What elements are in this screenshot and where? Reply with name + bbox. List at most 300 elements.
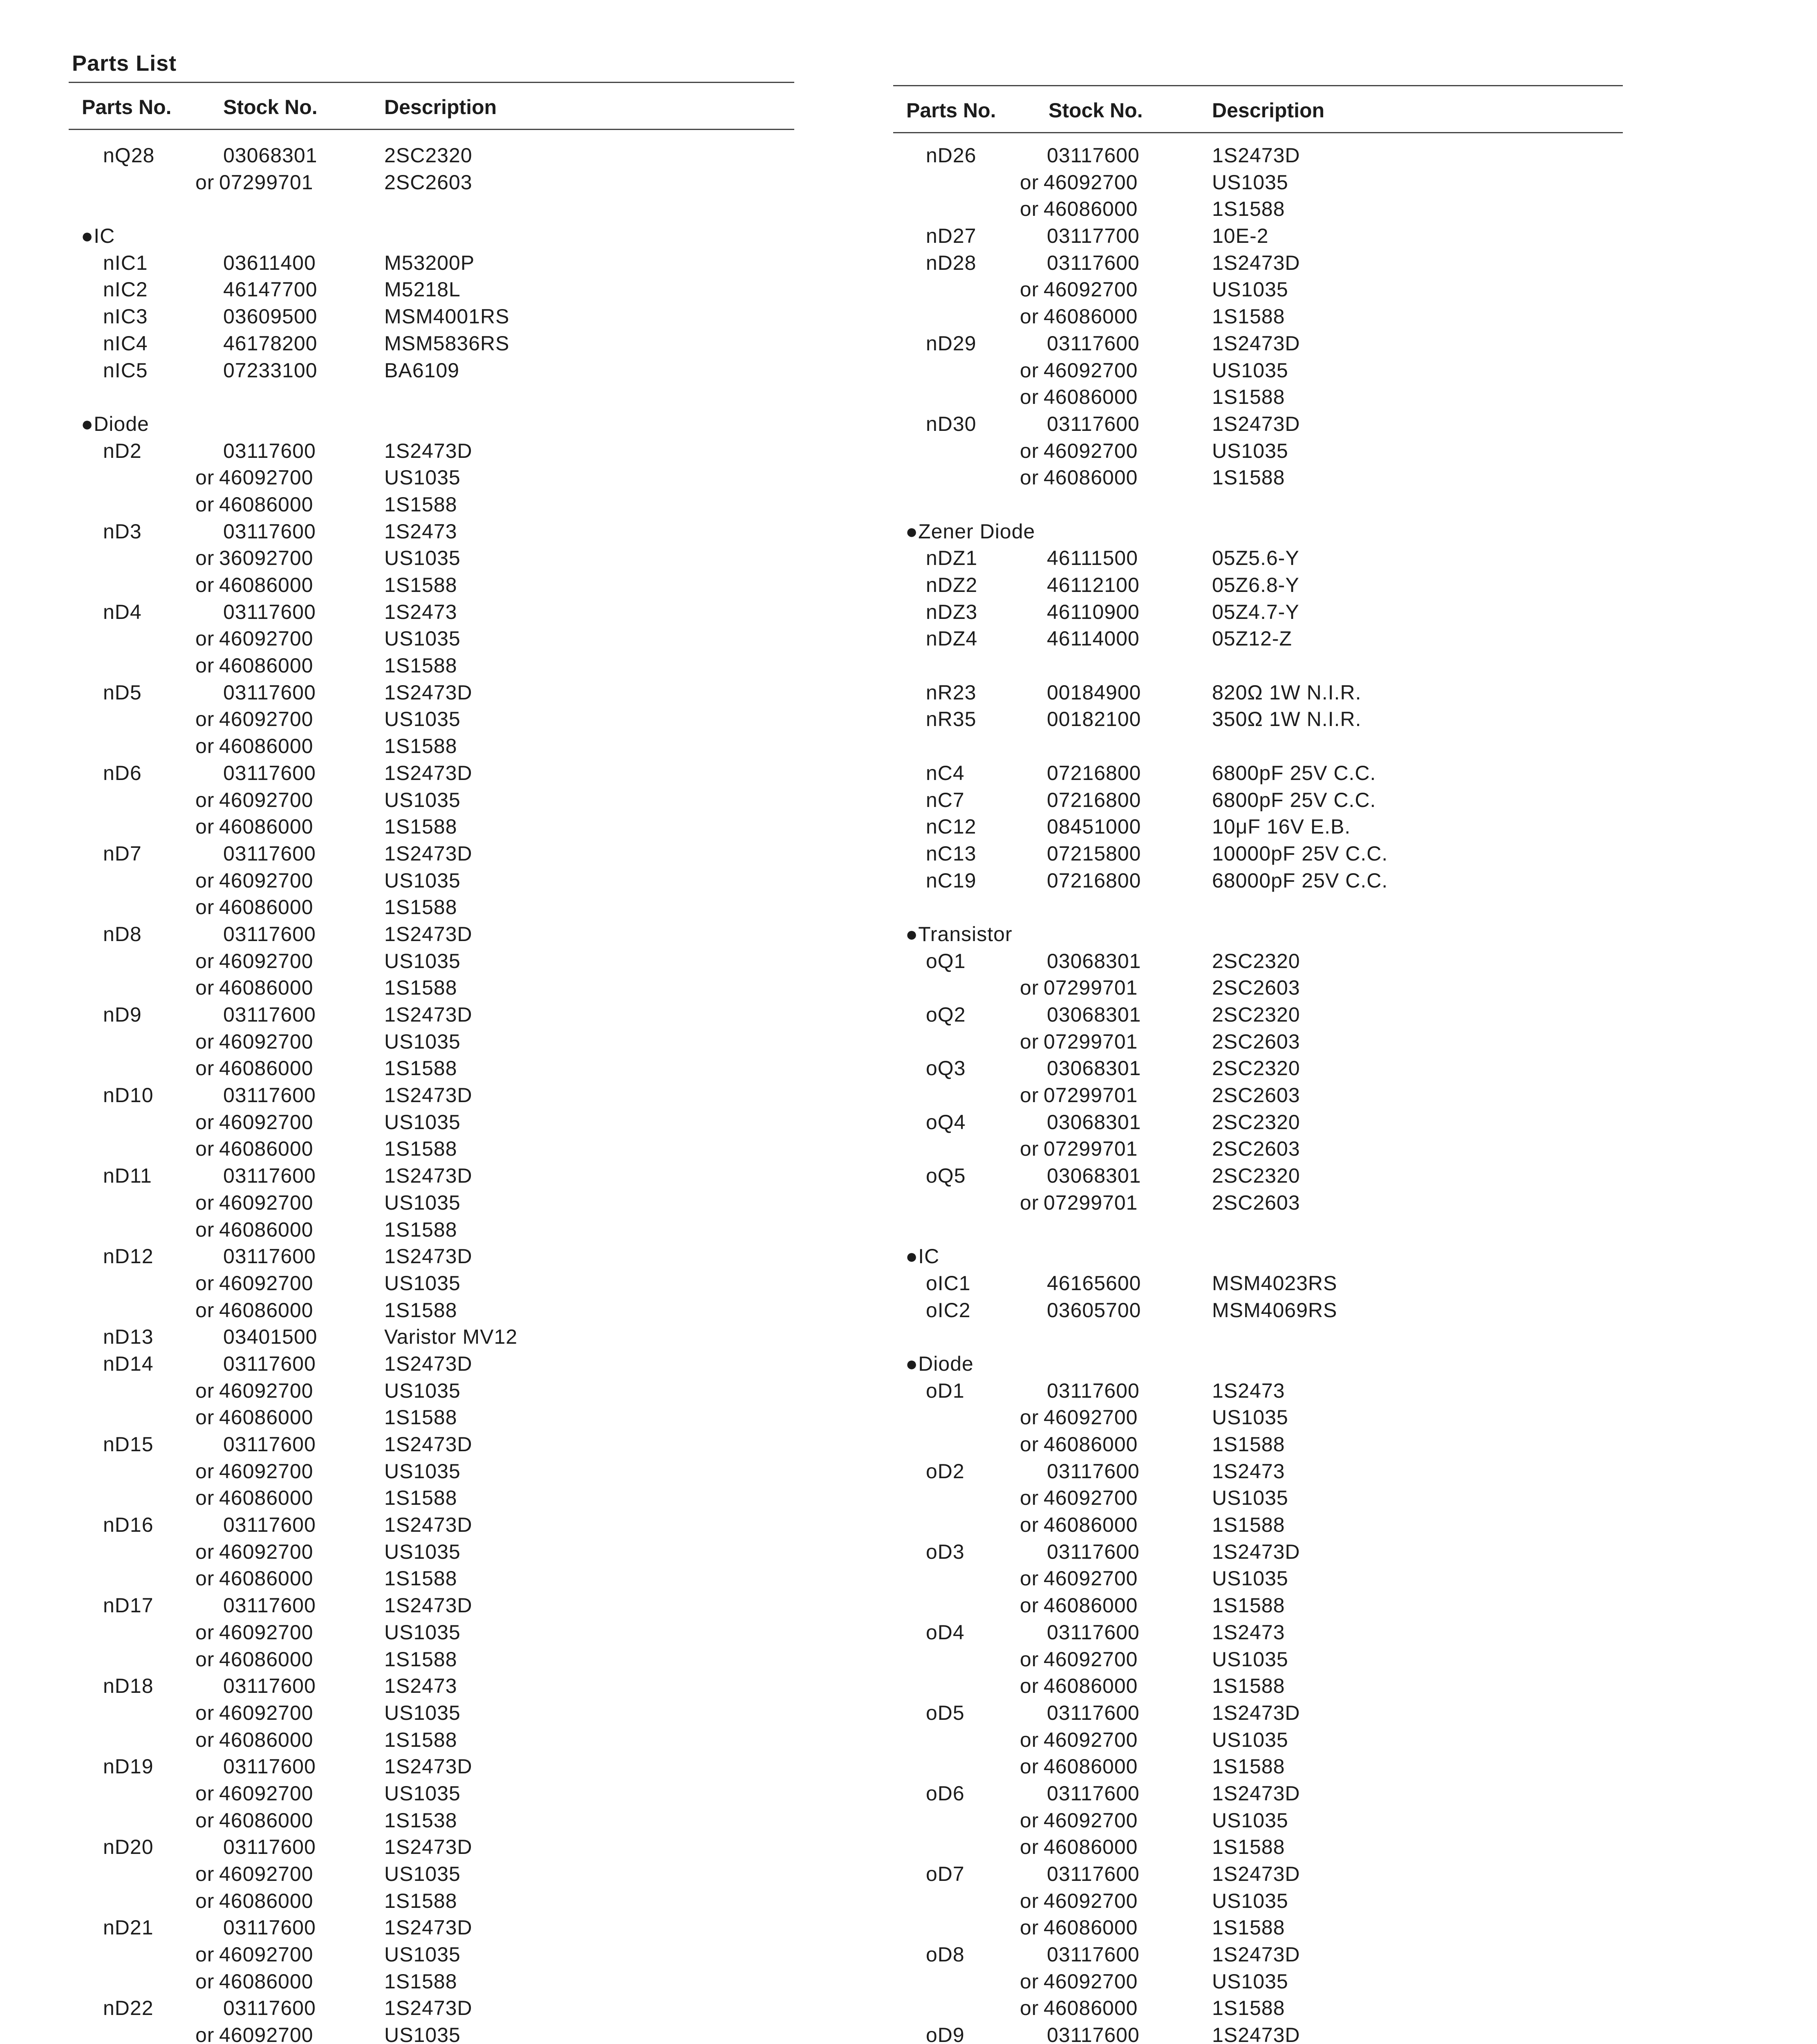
part-description: 1S1588 (384, 735, 457, 758)
part-description: 1S2473 (384, 600, 457, 623)
table-row (893, 1378, 1623, 1405)
stock-number: 03117600 (223, 1755, 316, 1778)
table-row (69, 2022, 794, 2044)
part-number: nC19 (926, 869, 977, 892)
stock-number: 03117600 (223, 1594, 316, 1617)
part-number: oD5 (926, 1701, 965, 1724)
part-number: nD14 (103, 1352, 154, 1375)
table-row (69, 599, 794, 626)
stock-number: 03117600 (1047, 412, 1140, 435)
table-row (893, 438, 1623, 465)
stock-number: 46086000 (219, 1137, 314, 1161)
table-row (893, 706, 1623, 733)
table-row (893, 1029, 1623, 1056)
part-description: US1035 (1212, 439, 1288, 462)
part-description: 2SC2320 (1212, 1057, 1300, 1080)
table-row (69, 1834, 794, 1861)
stock-number: 46086000 (219, 1218, 314, 1241)
table-row (893, 1914, 1623, 1941)
table-row (893, 1941, 1623, 1968)
table-row (893, 1512, 1623, 1539)
stock-number: 46110900 (1047, 600, 1140, 623)
alternative-prefix: or (195, 1701, 215, 1724)
alternative-prefix: or (1020, 1889, 1039, 1912)
table-row (69, 1646, 794, 1673)
alternative-prefix: or (1020, 1809, 1039, 1832)
part-number: nD13 (103, 1325, 154, 1349)
spacer-row (893, 491, 1623, 518)
stock-number: 03611400 (223, 251, 316, 274)
table-row (69, 921, 794, 948)
part-description: 1S1588 (1212, 1755, 1285, 1778)
section-heading (893, 518, 1623, 545)
table-row (69, 1673, 794, 1700)
table-row (893, 1082, 1623, 1109)
table-row (69, 1888, 794, 1915)
table-row (69, 867, 794, 894)
stock-number: 03068301 (1047, 1110, 1141, 1134)
part-description: 2SC2603 (1212, 1030, 1300, 1053)
table-row (893, 384, 1623, 411)
stock-number: 03117600 (1047, 144, 1140, 167)
part-description: 1S1588 (384, 654, 457, 677)
part-number: nD15 (103, 1433, 154, 1456)
section-label: ●Diode (81, 412, 149, 435)
part-description: US1035 (1212, 1970, 1288, 1993)
table-row (893, 1619, 1623, 1646)
parts-table-right (893, 85, 1623, 2044)
stock-number: 46092700 (1044, 170, 1138, 194)
page-title: Parts List (72, 51, 177, 76)
stock-number: 46086000 (219, 1970, 314, 1993)
table-row (893, 679, 1623, 706)
stock-number: 46092700 (1044, 439, 1138, 462)
table-row (69, 787, 794, 814)
table-row (893, 1780, 1623, 1807)
table-row (69, 1512, 794, 1539)
table-row (69, 1378, 794, 1405)
part-number: nIC1 (103, 251, 148, 274)
part-description: 1S1538 (384, 1809, 457, 1832)
table-row (69, 894, 794, 921)
stock-number: 46092700 (219, 1191, 314, 1214)
part-description: US1035 (384, 1110, 461, 1134)
part-number: nD20 (103, 1836, 154, 1859)
part-number: nDZ4 (926, 627, 978, 650)
table-row (69, 1941, 794, 1968)
alternative-prefix: or (1020, 1084, 1039, 1107)
part-number: oQ3 (926, 1057, 966, 1080)
part-description: 1S2473D (384, 1594, 473, 1617)
header-stock-no: Stock No. (223, 96, 318, 119)
alternative-prefix: or (195, 1191, 215, 1214)
table-row (893, 625, 1623, 652)
section-label: ●Transistor (905, 922, 1013, 946)
stock-number: 07299701 (1044, 1084, 1138, 1107)
part-number: nR23 (926, 681, 977, 704)
header-description: Description (1212, 99, 1325, 122)
part-description: 1S2473D (1212, 2024, 1300, 2044)
stock-number: 03117600 (1047, 1701, 1140, 1724)
stock-number: 46092700 (219, 466, 314, 489)
stock-number: 46086000 (219, 976, 314, 1000)
part-number: nD3 (103, 520, 142, 543)
table-row (893, 572, 1623, 599)
alternative-prefix: or (195, 1728, 215, 1751)
stock-number: 03117600 (223, 1916, 316, 1939)
stock-number: 46086000 (1044, 1513, 1138, 1537)
table-row (69, 1753, 794, 1780)
alternative-prefix: or (1020, 197, 1039, 221)
alternative-prefix: or (1020, 1191, 1039, 1214)
part-description: 1S1588 (384, 1137, 457, 1161)
alternative-prefix: or (195, 1298, 215, 1322)
header-parts-no: Parts No. (82, 96, 172, 119)
table-row (69, 464, 794, 491)
section-label: ●Zener Diode (905, 520, 1035, 543)
stock-number: 46086000 (1044, 1836, 1138, 1859)
part-description: 1S1588 (384, 1218, 457, 1241)
part-description: 1S1588 (384, 1567, 457, 1590)
part-description: M5218L (384, 278, 461, 301)
table-header (69, 83, 794, 129)
table-row (893, 948, 1623, 975)
part-number: nD21 (103, 1916, 154, 1939)
table-row (69, 276, 794, 303)
stock-number: 46086000 (219, 735, 314, 758)
part-description: 1S1588 (1212, 1836, 1285, 1859)
part-description: US1035 (1212, 359, 1288, 382)
table-row (893, 975, 1623, 1002)
table-row (69, 1914, 794, 1941)
table-row (69, 1968, 794, 1995)
part-number: nD22 (103, 1997, 154, 2020)
alternative-prefix: or (195, 1970, 215, 1993)
stock-number: 03117600 (223, 681, 316, 704)
stock-number: 03117600 (1047, 1459, 1140, 1483)
part-number: nC12 (926, 815, 977, 838)
part-description: 05Z12-Z (1212, 627, 1292, 650)
part-number: oD3 (926, 1540, 965, 1563)
part-description: 1S1588 (384, 574, 457, 596)
table-row (69, 250, 794, 277)
alternative-prefix: or (195, 1862, 215, 1885)
part-description: 1S1588 (1212, 197, 1285, 221)
part-description: US1035 (384, 2024, 461, 2044)
spacer-row (893, 1324, 1623, 1351)
stock-number: 46178200 (223, 332, 318, 355)
part-number: oD8 (926, 1943, 965, 1966)
stock-number: 46092700 (219, 1459, 314, 1483)
alternative-prefix: or (1020, 1406, 1039, 1429)
table-row (893, 303, 1623, 330)
part-description: US1035 (384, 708, 461, 731)
alternative-prefix: or (195, 1137, 215, 1161)
table-row (69, 840, 794, 867)
alternative-prefix: or (1020, 1433, 1039, 1456)
part-description: 2SC2320 (1212, 949, 1300, 973)
table-row (69, 1592, 794, 1619)
stock-number: 03117600 (223, 761, 316, 784)
table-row (69, 545, 794, 572)
table-row (893, 1727, 1623, 1754)
table-row (69, 1458, 794, 1485)
spacer-row (893, 1217, 1623, 1244)
alternative-prefix: or (195, 1782, 215, 1805)
alternative-prefix: or (1020, 170, 1039, 194)
stock-number: 46086000 (219, 815, 314, 838)
stock-number: 46086000 (219, 1567, 314, 1590)
alternative-prefix: or (195, 896, 215, 919)
stock-number: 46086000 (219, 1406, 314, 1429)
part-description: 1S1588 (1212, 1513, 1285, 1537)
stock-number: 46092700 (1044, 1889, 1138, 1912)
table-row (69, 1404, 794, 1431)
stock-number: 03117600 (1047, 2024, 1140, 2044)
part-description: 1S2473D (1212, 1782, 1300, 1805)
part-description: M53200P (384, 251, 475, 274)
alternative-prefix: or (195, 1809, 215, 1832)
part-description: US1035 (384, 547, 461, 570)
part-number: oD6 (926, 1782, 965, 1805)
table-row (893, 867, 1623, 894)
alternative-prefix: or (1020, 305, 1039, 328)
alternative-prefix: or (1020, 1486, 1039, 1510)
part-number: nQ28 (103, 144, 155, 167)
section-label: ●IC (81, 224, 115, 248)
stock-number: 03117600 (223, 520, 316, 543)
alternative-prefix: or (1020, 1513, 1039, 1537)
part-description: 1S1588 (1212, 385, 1285, 409)
stock-number: 36092700 (219, 547, 314, 570)
table-row (893, 1753, 1623, 1780)
table-row (893, 464, 1623, 491)
part-description: 6800pF 25V C.C. (1212, 788, 1376, 811)
table-row (893, 1807, 1623, 1834)
table-row (893, 1673, 1623, 1700)
alternative-prefix: or (1020, 1674, 1039, 1698)
part-description: 1S2473D (384, 1245, 473, 1268)
alternative-prefix: or (195, 1540, 215, 1563)
table-row (69, 1351, 794, 1378)
part-description: 1S1588 (384, 1486, 457, 1510)
header-description: Description (384, 96, 497, 119)
alternative-prefix: or (1020, 466, 1039, 489)
table-row (893, 1861, 1623, 1888)
alternative-prefix: or (1020, 1647, 1039, 1671)
alternative-prefix: or (195, 1567, 215, 1590)
section-heading (893, 1351, 1623, 1378)
part-description: 1S2473D (1212, 332, 1300, 355)
stock-number: 46092700 (219, 1701, 314, 1724)
part-description: US1035 (1212, 1567, 1288, 1590)
stock-number: 46092700 (219, 869, 314, 892)
part-number: nD5 (103, 681, 142, 704)
part-description: US1035 (384, 1191, 461, 1214)
part-number: oD9 (926, 2024, 965, 2044)
part-description: 1S1588 (384, 1406, 457, 1429)
stock-number: 07233100 (223, 359, 318, 382)
part-description: 1S2473 (1212, 1379, 1285, 1402)
part-number: oIC1 (926, 1271, 971, 1295)
stock-number: 03117600 (223, 1164, 316, 1188)
part-description: US1035 (384, 1701, 461, 1724)
table-row (69, 438, 794, 465)
part-description: 1S2473D (1212, 1540, 1300, 1563)
alternative-prefix: or (1020, 278, 1039, 301)
part-number: nD4 (103, 600, 142, 623)
part-description: 1S1588 (384, 1889, 457, 1912)
table-row (893, 760, 1623, 787)
stock-number: 03068301 (223, 144, 318, 167)
part-number: nD9 (103, 1003, 142, 1026)
stock-number: 03117600 (1047, 1379, 1140, 1402)
part-number: nD11 (103, 1164, 152, 1188)
part-description: US1035 (384, 1459, 461, 1483)
stock-number: 03117600 (223, 439, 316, 462)
stock-number: 46092700 (1044, 1567, 1138, 1590)
alternative-prefix: or (195, 654, 215, 677)
stock-number: 03068301 (1047, 1003, 1141, 1026)
part-description: US1035 (384, 1620, 461, 1644)
table-row (69, 975, 794, 1002)
stock-number: 03117600 (223, 1003, 316, 1026)
spacer-row (69, 196, 794, 223)
part-number: nIC3 (103, 305, 148, 328)
part-description: 2SC2603 (1212, 1084, 1300, 1107)
table-row (69, 1324, 794, 1351)
table-row (893, 1431, 1623, 1458)
stock-number: 46092700 (219, 2024, 314, 2044)
table-row (69, 706, 794, 733)
stock-number: 03117700 (1047, 224, 1140, 248)
alternative-prefix: or (1020, 976, 1039, 1000)
part-description: 2SC2320 (1212, 1164, 1300, 1188)
part-number: nC4 (926, 761, 965, 784)
table-row (69, 1297, 794, 1324)
stock-number: 00182100 (1047, 708, 1141, 731)
stock-number: 46165600 (1047, 1271, 1141, 1295)
stock-number: 46114000 (1047, 627, 1140, 650)
part-description: 1S2473D (384, 1755, 473, 1778)
alternative-prefix: or (195, 1030, 215, 1053)
part-description: 1S2473D (384, 681, 473, 704)
part-description: 1S2473D (1212, 1862, 1300, 1885)
part-description: MSM5836RS (384, 332, 510, 355)
table-row (893, 1700, 1623, 1727)
alternative-prefix: or (1020, 1594, 1039, 1617)
table-row (69, 814, 794, 840)
table-row (69, 948, 794, 975)
stock-number: 46092700 (1044, 1406, 1138, 1429)
section-label: ●IC (905, 1245, 940, 1268)
part-description: US1035 (384, 1862, 461, 1885)
stock-number: 46092700 (219, 1782, 314, 1805)
part-description: 1S2473D (384, 1836, 473, 1859)
table-row (69, 679, 794, 706)
part-number: oQ4 (926, 1110, 966, 1134)
stock-number: 46086000 (219, 574, 314, 596)
part-description: 1S1588 (1212, 305, 1285, 328)
part-number: nDZ1 (926, 547, 978, 570)
table-row (69, 1243, 794, 1270)
table-row (893, 814, 1623, 840)
part-description: 820Ω 1W N.I.R. (1212, 681, 1362, 704)
part-number: nD30 (926, 412, 977, 435)
section-heading (893, 1243, 1623, 1270)
table-row (69, 1565, 794, 1592)
table-row (893, 411, 1623, 438)
stock-number: 46147700 (223, 278, 318, 301)
stock-number: 03068301 (1047, 949, 1141, 973)
stock-number: 46086000 (1044, 385, 1138, 409)
part-description: 350Ω 1W N.I.R. (1212, 708, 1362, 731)
table-row (69, 1431, 794, 1458)
table-row (893, 330, 1623, 357)
stock-number: 07299701 (1044, 1191, 1138, 1214)
part-description: 1S2473 (384, 520, 457, 543)
part-description: 1S2473D (384, 1003, 473, 1026)
stock-number: 46086000 (1044, 1674, 1138, 1698)
stock-number: 46092700 (1044, 1647, 1138, 1671)
stock-number: 07216800 (1047, 761, 1141, 784)
part-description: 1S1588 (384, 1728, 457, 1751)
table-row (69, 330, 794, 357)
part-number: nC13 (926, 842, 977, 865)
stock-number: 03117600 (1047, 1620, 1140, 1644)
part-description: US1035 (384, 788, 461, 811)
alternative-prefix: or (195, 976, 215, 1000)
stock-number: 03117600 (223, 1674, 316, 1698)
table-row (893, 1055, 1623, 1082)
table-row (893, 1834, 1623, 1861)
stock-number: 46092700 (219, 708, 314, 731)
stock-number: 46086000 (1044, 305, 1138, 328)
part-description: Varistor MV12 (384, 1325, 518, 1349)
table-row (69, 1780, 794, 1807)
part-description: 2SC2320 (1212, 1110, 1300, 1134)
stock-number: 46092700 (219, 949, 314, 973)
stock-number: 03117600 (223, 1836, 316, 1859)
alternative-prefix: or (1020, 439, 1039, 462)
table-row (69, 1136, 794, 1163)
part-number: nD18 (103, 1674, 154, 1698)
table-row (69, 1109, 794, 1136)
part-description: US1035 (1212, 170, 1288, 194)
alternative-prefix: or (195, 1647, 215, 1671)
alternative-prefix: or (195, 1379, 215, 1402)
table-row (893, 223, 1623, 250)
part-description: 2SC2603 (384, 170, 473, 194)
part-description: US1035 (384, 869, 461, 892)
stock-number: 46092700 (1044, 1486, 1138, 1510)
part-description: 1S2473D (384, 1916, 473, 1939)
stock-number: 03117600 (223, 1997, 316, 2020)
table-row (69, 303, 794, 330)
part-number: nD26 (926, 144, 977, 167)
table-row (893, 1539, 1623, 1566)
part-description: 1S2473D (1212, 1943, 1300, 1966)
section-heading (69, 223, 794, 250)
stock-number: 46111500 (1047, 547, 1138, 570)
table-row (893, 169, 1623, 196)
part-description: 1S2473D (384, 1513, 473, 1537)
table-row (893, 1109, 1623, 1136)
part-number: nD2 (103, 439, 142, 462)
stock-number: 03117600 (223, 1352, 316, 1375)
table-row (69, 1055, 794, 1082)
part-number: oIC2 (926, 1298, 971, 1322)
